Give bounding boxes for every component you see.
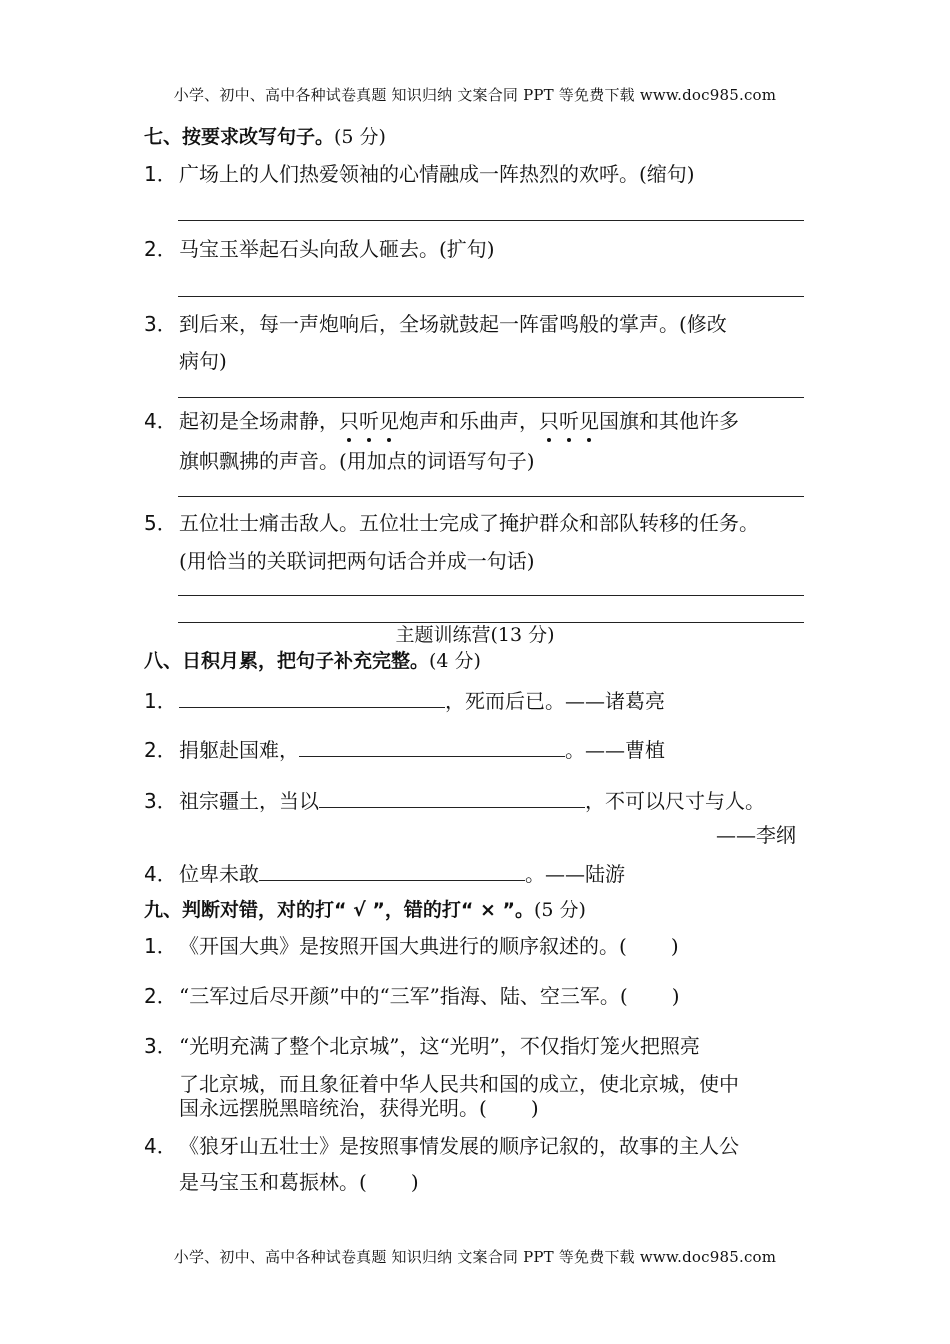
s8-item-3 <box>144 785 765 814</box>
section-9-title <box>144 897 586 923</box>
s7-item-4-post: 国旗和其他许多 <box>599 409 739 433</box>
s9-item-3-text: “光明充满了整个北京城”，这“光明”，不仅指灯笼火把照亮 <box>179 1034 700 1058</box>
s7-item-2-answer-line[interactable] <box>178 296 804 297</box>
s8-item-4-pre: 位卑未敢 <box>179 862 259 886</box>
fill-blank[interactable] <box>259 858 525 881</box>
s8-item-2 <box>144 734 665 763</box>
fill-blank[interactable] <box>179 685 445 708</box>
section-9-title-text: 九、判断对错，对的打“ √ ”，错的打“ × ”。 <box>144 899 535 921</box>
s9-item-2-close: ) <box>671 984 680 1008</box>
s9-item-3-num: 3． <box>144 1034 177 1058</box>
s9-item-1-num: 1． <box>144 934 177 958</box>
s9-item-4 <box>144 1133 739 1159</box>
s8-item-3-pre: 祖宗疆土，当以 <box>179 789 319 813</box>
s8-item-4-post: 。——陆游 <box>525 862 625 886</box>
s8-item-3-post: ，不可以尺寸与人。 <box>585 789 765 813</box>
s7-item-4-mid: 炮声和乐曲声， <box>399 409 539 433</box>
s8-item-2-pre: 捐躯赴国难， <box>179 738 299 762</box>
s7-item-5 <box>144 510 759 536</box>
s7-item-2 <box>144 236 495 262</box>
s7-item-3-num: 3． <box>144 312 177 336</box>
s9-item-4-close: ) <box>410 1170 419 1194</box>
s9-item-2-num: 2． <box>144 984 177 1008</box>
s8-item-2-post: 。——曹植 <box>565 738 665 762</box>
s9-item-1-close: ) <box>670 934 679 958</box>
section-9-points: (5 分) <box>534 899 586 921</box>
s9-item-4-text: 《狼牙山五壮士》是按照事情发展的顺序记叙的，故事的主人公 <box>179 1134 739 1158</box>
section-7-title <box>144 124 386 150</box>
s7-item-3 <box>144 311 727 337</box>
s9-item-3-cont1: 了北京城，而且象征着中华人民共和国的成立，使北京城，使中 <box>179 1072 739 1096</box>
s9-item-1-text: 《开国大典》是按照开国大典进行的顺序叙述的。( <box>179 934 627 958</box>
dotted-char: 见 <box>379 409 399 433</box>
s8-item-4-num: 4． <box>144 862 177 886</box>
dotted-char: 听 <box>359 409 379 433</box>
section-7-title-text: 七、按要求改写句子。 <box>144 126 335 148</box>
camp-title: 主题训练营(13 分) <box>395 624 555 646</box>
fill-blank[interactable] <box>299 734 565 757</box>
s9-item-2 <box>144 983 680 1009</box>
s9-item-3-close: ) <box>530 1096 539 1120</box>
section-8-points: (4 分) <box>429 650 481 672</box>
fill-blank[interactable] <box>319 785 585 808</box>
dotted-char: 只 <box>539 409 559 433</box>
s7-item-2-text: 马宝玉举起石头向敌人砸去。(扩句) <box>179 237 495 261</box>
s8-item-1-num: 1． <box>144 689 177 713</box>
s7-item-2-num: 2． <box>144 237 177 261</box>
section-8-title-text: 八、日积月累，把句子补充完整。 <box>144 650 430 672</box>
s7-item-4-cont: 旗帜飘拂的声音。(用加点的词语写句子) <box>179 449 535 473</box>
page-header: 小学、初中、高中各种试卷真题 知识归纳 文案合同 PPT 等免费下载 www.doc985.com <box>173 86 777 104</box>
s7-item-4-num: 4． <box>144 409 177 433</box>
dotted-char: 听 <box>559 409 579 433</box>
page-footer: 小学、初中、高中各种试卷真题 知识归纳 文案合同 PPT 等免费下载 www.doc985.com <box>173 1248 777 1266</box>
s9-item-4-cont <box>179 1169 419 1195</box>
s9-item-4-cont-text: 是马宝玉和葛振林。( <box>179 1170 367 1194</box>
s7-item-3-cont: 病句) <box>179 349 227 373</box>
s7-item-1-answer-line[interactable] <box>178 220 804 221</box>
s7-item-5-num: 5． <box>144 511 177 535</box>
s9-item-4-num: 4． <box>144 1134 177 1158</box>
s8-item-1-post: ，死而后已。——诸葛亮 <box>445 689 665 713</box>
s7-item-3-answer-line[interactable] <box>178 397 804 398</box>
s9-item-1 <box>144 933 679 959</box>
s8-item-3-num: 3． <box>144 789 177 813</box>
s7-item-5-text: 五位壮士痛击敌人。五位壮士完成了掩护群众和部队转移的任务。 <box>179 511 759 535</box>
s7-item-1 <box>144 161 695 187</box>
section-8-title <box>144 648 481 674</box>
s7-item-1-text: 广场上的人们热爱领袖的心情融成一阵热烈的欢呼。(缩句) <box>179 162 695 186</box>
s9-item-3-cont2 <box>179 1095 539 1121</box>
s7-item-4 <box>144 408 739 434</box>
s8-item-3-author: ——李纲 <box>716 823 796 847</box>
dotted-char: 只 <box>339 409 359 433</box>
s7-item-5-answer-line-1[interactable] <box>178 595 804 596</box>
s8-item-1 <box>144 685 665 714</box>
s8-item-4 <box>144 858 625 887</box>
s9-item-2-text: “三军过后尽开颜”中的“三军”指海、陆、空三军。( <box>179 984 628 1008</box>
s9-item-3 <box>144 1033 700 1059</box>
s7-item-1-num: 1． <box>144 162 177 186</box>
dotted-char: 见 <box>579 409 599 433</box>
s7-item-5-cont: (用恰当的关联词把两句话合并成一句话) <box>179 549 535 573</box>
s7-item-3-text: 到后来，每一声炮响后，全场就鼓起一阵雷鸣般的掌声。(修改 <box>179 312 727 336</box>
s7-item-4-pre: 起初是全场肃静， <box>179 409 339 433</box>
section-7-points: (5 分) <box>334 126 386 148</box>
s7-item-4-answer-line[interactable] <box>178 496 804 497</box>
s8-item-2-num: 2． <box>144 738 177 762</box>
s9-item-3-cont2-text: 国永远摆脱黑暗统治，获得光明。( <box>179 1096 487 1120</box>
